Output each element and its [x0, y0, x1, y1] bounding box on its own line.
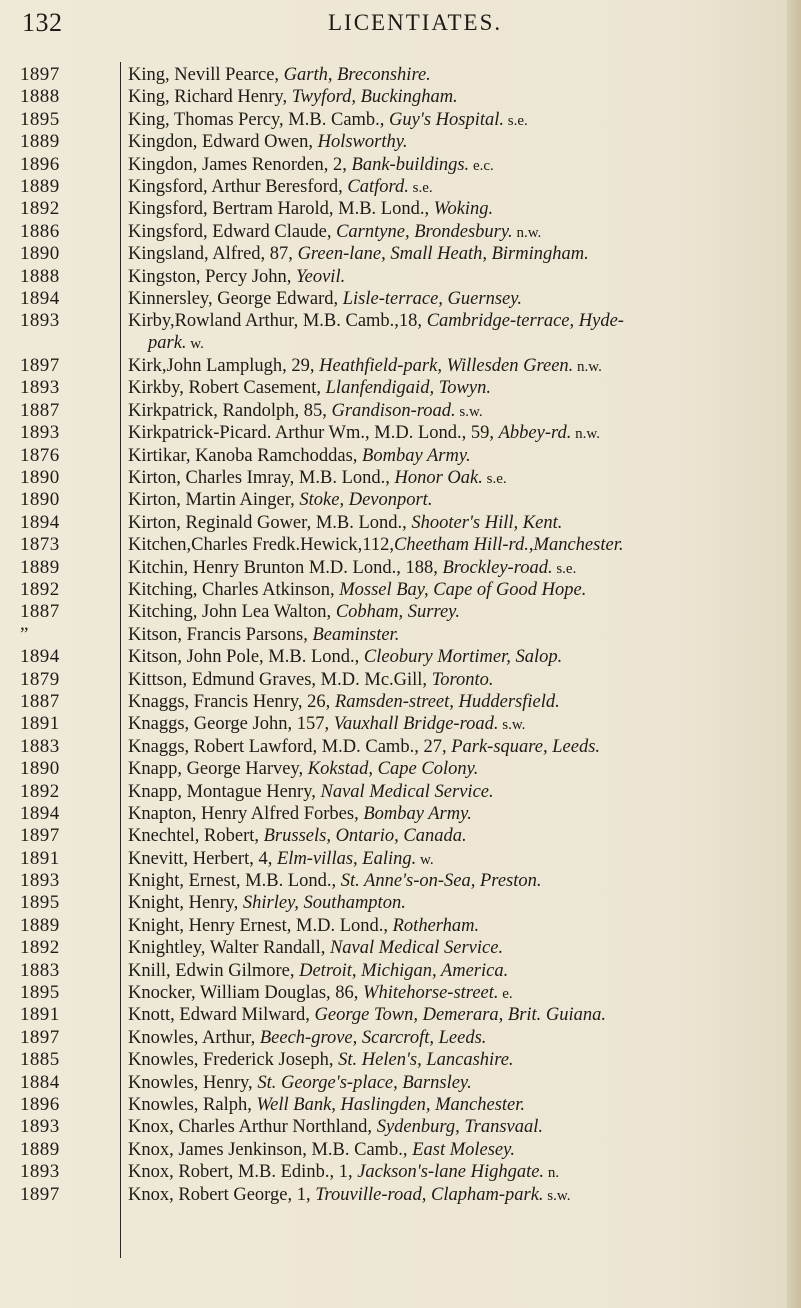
entry-district: s.e.	[504, 112, 528, 129]
entry-address: Green-lane, Small Heath, Birmingham.	[297, 244, 589, 265]
list-item	[0, 1072, 801, 1094]
entry-text	[128, 400, 778, 423]
entry-year: 1892	[20, 937, 60, 959]
entry-address: Heathfield-park, Willesden Green.	[319, 356, 574, 377]
entry-address: Bombay Army.	[363, 803, 472, 824]
entry-year: 1887	[20, 601, 60, 623]
entry-year: 1889	[20, 914, 60, 936]
entry-year: 1889	[20, 131, 60, 153]
list-item	[0, 467, 801, 489]
entry-year: 1889	[20, 175, 60, 197]
entry-district: w.	[186, 336, 204, 353]
entry-address: Kokstad, Cape Colony.	[307, 759, 479, 780]
entry-name: Knevitt, Herbert, 4,	[128, 848, 277, 869]
entry-year: 1893	[20, 870, 60, 892]
entry-year: 1885	[20, 1049, 60, 1071]
entry-text	[128, 758, 778, 780]
entry-year: 1895	[20, 108, 60, 130]
entry-text	[128, 221, 778, 244]
entry-name: Knaggs, Robert Lawford, M.D. Camb., 27,	[128, 736, 452, 757]
entry-district: w.	[416, 851, 434, 868]
entry-address: Shirley, Southampton.	[242, 893, 406, 914]
entry-address: Beaminster.	[312, 624, 400, 645]
list-item	[0, 422, 801, 444]
entry-name: Kirton, Charles Imray, M.B. Lond.,	[128, 468, 395, 489]
entry-year: 1892	[20, 579, 60, 600]
entry-year: 1892	[20, 198, 60, 220]
entry-year: 1894	[20, 802, 60, 824]
entry-name: Knox, Robert George, 1,	[128, 1184, 316, 1205]
list-item	[0, 1027, 801, 1049]
list-item	[0, 624, 801, 646]
entry-name: Kirton, Reginald Gower, M.B. Lond.,	[128, 512, 412, 533]
entry-year: 1886	[20, 220, 60, 242]
entry-name: Kitchin, Henry Brunton M.D. Lond., 188,	[128, 557, 443, 578]
entry-name: Knowles, Arthur,	[128, 1027, 260, 1048]
list-item	[0, 825, 801, 847]
entry-address: St. George's-place, Barnsley.	[257, 1072, 472, 1093]
entry-address: Guy's Hospital.	[389, 109, 505, 130]
entry-name: Kirkpatrick-Picard. Arthur Wm., M.D. Lond., 59,	[128, 423, 499, 444]
list-item	[0, 243, 801, 265]
list-item	[0, 758, 801, 780]
entry-text	[128, 1094, 778, 1116]
entry-year: 1894	[20, 511, 60, 533]
entry-text	[128, 445, 778, 467]
entry-address: Beech-grove, Scarcroft, Leeds.	[259, 1027, 487, 1048]
entry-year: 1893	[20, 1116, 60, 1138]
entry-district: n.w.	[571, 426, 601, 443]
list-item	[0, 803, 801, 825]
page-number: 132	[22, 8, 63, 37]
entry-name: Knechtel, Robert,	[128, 826, 264, 847]
entry-year: 1887	[20, 690, 60, 712]
entry-year: 1890	[20, 758, 60, 780]
entry-district: s.w.	[498, 717, 526, 734]
entry-text	[128, 1139, 778, 1161]
entry-text	[128, 1161, 778, 1184]
entry-address-continued: park.	[148, 333, 187, 354]
entry-address: Lisle-terrace, Guernsey.	[342, 288, 523, 309]
entry-text	[128, 579, 778, 601]
entry-year: 1896	[20, 153, 60, 175]
entry-name: Knowles, Henry,	[128, 1072, 258, 1093]
list-item	[0, 1004, 801, 1026]
entry-text	[128, 848, 778, 871]
entry-address: Brockley-road.	[442, 557, 553, 578]
entry-name: Kittson, Edmund Graves, M.D. Mc.Gill,	[128, 669, 432, 690]
entry-text	[128, 781, 778, 803]
entry-year: 1889	[20, 1138, 60, 1160]
entry-address: Abbey-rd.	[498, 423, 572, 444]
entry-year: 1888	[20, 265, 60, 287]
entry-district: n.	[544, 1165, 560, 1182]
entry-year: 1888	[20, 86, 60, 108]
entry-year: 1897	[20, 1183, 60, 1205]
entry-name: Kitson, Francis Parsons,	[128, 624, 313, 645]
list-item	[0, 579, 801, 601]
entry-text	[128, 825, 778, 847]
entry-name: Knowles, Ralph,	[128, 1094, 257, 1115]
list-item	[0, 355, 801, 377]
entry-name: Knapton, Henry Alfred Forbes,	[128, 803, 364, 824]
entry-year: 1897	[20, 64, 60, 85]
entry-text	[128, 892, 778, 914]
entry-name: King, Richard Henry,	[128, 87, 292, 108]
entry-district: e.c.	[469, 157, 494, 174]
entry-address: Sydenburg, Transvaal.	[376, 1117, 544, 1138]
entry-address: East Molesey.	[412, 1139, 515, 1160]
entry-year: 1891	[20, 1004, 60, 1026]
entry-text	[128, 176, 778, 199]
entry-name: Kingsford, Edward Claude,	[128, 221, 337, 242]
entry-text	[128, 691, 778, 713]
entry-text	[128, 937, 778, 959]
entry-name: Knowles, Frederick Joseph,	[128, 1050, 339, 1071]
entry-year: 1897	[20, 355, 60, 377]
list-item	[0, 557, 801, 579]
entry-text	[128, 1004, 778, 1026]
entry-text	[128, 803, 778, 825]
entry-text	[128, 1027, 778, 1049]
list-item	[0, 198, 801, 220]
entry-address: Park-square, Leeds.	[451, 736, 601, 757]
entry-year: 1893	[20, 1161, 60, 1183]
entry-text	[128, 489, 778, 511]
entry-text	[128, 288, 778, 310]
entry-year: ”	[20, 623, 29, 645]
list-item	[0, 489, 801, 511]
entry-name: Kingsford, Arthur Beresford,	[128, 176, 348, 197]
entry-address: Bank-buildings.	[351, 154, 470, 175]
entry-district: s.e.	[482, 471, 507, 488]
list-item	[0, 848, 801, 870]
entry-name: Knight, Henry Ernest, M.D. Lond.,	[128, 915, 393, 936]
list-item	[0, 221, 801, 243]
entry-address: Cobham, Surrey.	[335, 602, 461, 623]
list-item	[0, 781, 801, 803]
entry-address: Cheetham Hill-rd.,Manchester.	[393, 535, 624, 556]
list-item	[0, 713, 801, 735]
list-item	[0, 154, 801, 176]
entry-text	[128, 266, 778, 288]
entry-year: 1879	[20, 668, 60, 690]
entry-name: Knight, Ernest, M.B. Lond.,	[128, 871, 341, 892]
entry-address: Llanfendigaid, Towyn.	[325, 378, 491, 399]
entry-name: King, Thomas Percy, M.B. Camb.,	[128, 109, 390, 130]
entry-year: 1891	[20, 847, 60, 869]
list-item	[0, 377, 801, 399]
entry-name: Kingston, Percy John,	[128, 266, 297, 287]
entry-district: s.w.	[455, 403, 483, 420]
entry-text	[128, 557, 778, 580]
entry-name: Kingsland, Alfred, 87,	[128, 244, 298, 265]
entry-address: Whitehorse-street.	[363, 983, 499, 1004]
list-item	[0, 1184, 801, 1206]
list-item	[0, 892, 801, 914]
entry-address: St. Anne's-on-Sea, Preston.	[340, 871, 542, 892]
entry-address: Carntyne, Brondesbury.	[336, 221, 513, 242]
entry-year: 1894	[20, 287, 60, 309]
entry-address: George Town, Demerara, Brit. Guiana.	[314, 1005, 607, 1026]
entry-text	[128, 601, 778, 623]
entry-address: Mossel Bay, Cape of Good Hope.	[339, 580, 587, 600]
entry-text	[128, 355, 778, 378]
entry-text	[128, 713, 778, 736]
list-item	[0, 915, 801, 937]
entry-text	[128, 1072, 778, 1094]
entry-year: 1883	[20, 735, 60, 757]
list-item	[0, 601, 801, 623]
entry-name: Knocker, William Douglas, 86,	[128, 983, 364, 1004]
list-item	[0, 937, 801, 959]
entry-name: Knight, Henry,	[128, 893, 243, 914]
entry-text	[128, 960, 778, 982]
entry-text	[128, 534, 778, 556]
entry-address: Trouville-road, Clapham-park.	[315, 1184, 544, 1205]
entry-name: Kirton, Martin Ainger,	[128, 490, 300, 511]
entry-district: s.w.	[543, 1187, 571, 1204]
list-item	[0, 176, 801, 198]
list-item	[0, 512, 801, 534]
entry-name: Kingsford, Bertram Harold, M.B. Lond.,	[128, 199, 434, 220]
entry-year: 1895	[20, 982, 60, 1004]
entry-address: Bombay Army.	[362, 445, 471, 466]
entry-address: Naval Medical Service.	[320, 781, 494, 802]
entry-text	[128, 86, 778, 108]
entry-name: Kitson, John Pole, M.B. Lond.,	[128, 647, 364, 668]
entry-address: Twyford, Buckingham.	[291, 87, 458, 108]
list-item	[0, 445, 801, 467]
list-item	[0, 266, 801, 288]
entry-name: Knox, Charles Arthur Northland,	[128, 1117, 377, 1138]
entry-address: Catford.	[347, 176, 409, 197]
entry-address: Detroit, Michigan, America.	[299, 960, 509, 981]
entry-name: King, Nevill Pearce,	[128, 65, 284, 85]
entry-name: Kirkby, Robert Casement,	[128, 378, 326, 399]
entry-year: 1890	[20, 489, 60, 511]
entry-list	[0, 64, 801, 1206]
entry-name: Kirby,Rowland Arthur, M.B. Camb.,18,	[128, 311, 427, 332]
entry-year: 1884	[20, 1071, 60, 1093]
entry-district: s.e.	[408, 179, 433, 196]
entry-address: Jackson's-lane Highgate.	[357, 1162, 545, 1183]
entry-continuation	[128, 332, 778, 355]
entry-year: 1895	[20, 892, 60, 914]
running-head: LICENTIATES.	[328, 10, 503, 35]
entry-address: Honor Oak.	[394, 468, 483, 489]
entry-district: s.e.	[552, 560, 577, 577]
entry-name: Kirk,John Lamplugh, 29,	[128, 356, 320, 377]
entry-year: 1893	[20, 310, 60, 332]
page-header	[0, 6, 801, 46]
entry-address: Shooter's Hill, Kent.	[411, 512, 563, 533]
entry-name: Knaggs, George John, 157,	[128, 714, 334, 735]
entry-year: 1892	[20, 780, 60, 802]
list-item	[0, 131, 801, 153]
entry-address: Toronto.	[431, 669, 494, 690]
list-item	[0, 669, 801, 691]
entry-address: Woking.	[433, 199, 494, 220]
entry-address: Rotherham.	[392, 915, 480, 936]
list-item	[0, 982, 801, 1004]
entry-name: Knapp, Montague Henry,	[128, 781, 321, 802]
list-item	[0, 310, 801, 355]
entry-name: Kirtikar, Kanoba Ramchoddas,	[128, 445, 363, 466]
entry-name: Kitching, John Lea Walton,	[128, 602, 336, 623]
entry-text	[128, 669, 778, 691]
entry-year: 1897	[20, 1026, 60, 1048]
entry-address: Brussels, Ontario, Canada.	[263, 826, 467, 847]
entry-address: St. Helen's, Lancashire.	[338, 1050, 514, 1071]
list-item	[0, 960, 801, 982]
entry-year: 1897	[20, 825, 60, 847]
list-item	[0, 400, 801, 422]
entry-address: Naval Medical Service.	[329, 938, 504, 959]
entry-text	[128, 1184, 778, 1207]
list-item	[0, 534, 801, 556]
entry-address: Cambridge-terrace, Hyde-	[426, 311, 624, 332]
entry-address: Well Bank, Haslingden, Manchester.	[256, 1094, 526, 1115]
entry-year: 1890	[20, 467, 60, 489]
entry-name: Kingdon, Edward Owen,	[128, 132, 318, 153]
list-item	[0, 1116, 801, 1138]
entry-text	[128, 467, 778, 490]
list-item	[0, 691, 801, 713]
entry-address: Elm-villas, Ealing.	[277, 848, 417, 869]
entry-year: 1887	[20, 399, 60, 421]
entry-year: 1896	[20, 1093, 60, 1115]
entry-address: Vauxhall Bridge-road.	[333, 714, 499, 735]
entry-year: 1893	[20, 422, 60, 444]
entry-name: Kitching, Charles Atkinson,	[128, 580, 340, 600]
list-item	[0, 288, 801, 310]
entry-text	[128, 512, 778, 534]
entry-text	[128, 243, 778, 265]
entry-text	[128, 736, 778, 758]
entry-year: 1890	[20, 243, 60, 265]
entry-text	[128, 377, 778, 399]
entry-year: 1883	[20, 959, 60, 981]
list-item	[0, 64, 801, 86]
list-item	[0, 646, 801, 668]
entry-address: Ramsden-street, Huddersfield.	[334, 691, 560, 712]
list-item	[0, 86, 801, 108]
entry-name: Knott, Edward Milward,	[128, 1005, 315, 1026]
entry-name: Knox, Robert, M.B. Edinb., 1,	[128, 1162, 358, 1183]
entry-name: Knapp, George Harvey,	[128, 759, 308, 780]
entry-name: Knaggs, Francis Henry, 26,	[128, 691, 335, 712]
entry-district: e.	[498, 986, 513, 1003]
entry-address: Stoke, Devonport.	[299, 490, 433, 511]
entry-name: Knox, James Jenkinson, M.B. Camb.,	[128, 1139, 413, 1160]
entry-text	[128, 198, 778, 220]
entry-year: 1876	[20, 444, 60, 466]
entry-text	[128, 646, 778, 668]
entry-text	[128, 131, 778, 153]
entry-address: Garth, Breconshire.	[283, 65, 431, 85]
entry-year: 1894	[20, 646, 60, 668]
entry-text	[128, 1116, 778, 1138]
entry-name: Kinnersley, George Edward,	[128, 288, 343, 309]
entry-text	[128, 870, 778, 892]
entry-address: Yeovil.	[296, 266, 346, 287]
list-item	[0, 736, 801, 758]
entry-text	[128, 154, 778, 177]
entry-name: Kingdon, James Renorden, 2,	[128, 154, 352, 175]
entry-year: 1889	[20, 556, 60, 578]
entry-name: Knightley, Walter Randall,	[128, 938, 330, 959]
list-item	[0, 1139, 801, 1161]
entry-name: Knill, Edwin Gilmore,	[128, 960, 300, 981]
entry-district: n.w.	[512, 224, 542, 241]
entry-text	[128, 109, 778, 132]
list-item	[0, 1161, 801, 1183]
list-item	[0, 1094, 801, 1116]
entry-text	[128, 1049, 778, 1071]
entry-text	[128, 422, 778, 445]
list-item	[0, 870, 801, 892]
entry-address: Grandison-road.	[331, 400, 456, 421]
entry-year: 1893	[20, 377, 60, 399]
entry-name: Kitchen,Charles Fredk.Hewick,112,	[128, 535, 394, 556]
entry-text	[128, 915, 778, 937]
list-item	[0, 109, 801, 131]
entry-text	[128, 310, 778, 355]
entry-text	[128, 624, 778, 646]
entry-name: Kirkpatrick, Randolph, 85,	[128, 400, 332, 421]
entry-text	[128, 982, 778, 1005]
entry-year: 1873	[20, 534, 60, 556]
list-item	[0, 1049, 801, 1071]
entry-text	[128, 64, 778, 86]
entry-address: Holsworthy.	[317, 132, 408, 153]
entry-year: 1891	[20, 713, 60, 735]
entry-address: Cleobury Mortimer, Salop.	[363, 647, 563, 668]
entry-district: n.w.	[573, 359, 602, 376]
